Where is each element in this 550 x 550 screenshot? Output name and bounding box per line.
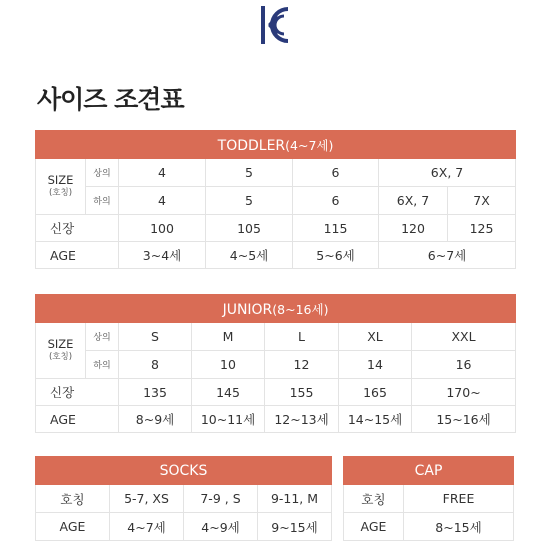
junior-bottom-cell: 14 (339, 351, 412, 379)
junior-age-cell: 8~9세 (119, 406, 192, 433)
junior-heading-range: (8~16세) (272, 301, 329, 317)
junior-bottom-cell: 16 (412, 351, 516, 379)
socks-size-cell: 7-9 , S (184, 485, 258, 513)
toddler-bottom-cell: 7X (448, 187, 516, 215)
socks-size-table (35, 456, 332, 541)
socks-age-cell: 4~9세 (184, 513, 258, 541)
junior-size-table (35, 294, 516, 433)
junior-age-cell: 10~11세 (192, 406, 265, 433)
toddler-bottom-cell: 5 (206, 187, 293, 215)
junior-top-cell: M (192, 323, 265, 351)
toddler-height-cell: 105 (206, 215, 293, 242)
toddler-bottom-cell: 4 (119, 187, 206, 215)
cap-age-cell: 8~15세 (404, 513, 514, 541)
toddler-heading-range: (4~7세) (285, 137, 334, 153)
toddler-heading (36, 131, 516, 159)
junior-height-cell: 165 (339, 379, 412, 406)
kc-certification-icon (258, 4, 294, 46)
junior-heading (36, 295, 516, 323)
junior-height-cell: 170~ (412, 379, 516, 406)
socks-heading: SOCKS (36, 457, 332, 485)
toddler-top-label: 상의 (86, 159, 119, 187)
toddler-size-label-cell (36, 159, 86, 215)
junior-size-label-cell (36, 323, 86, 379)
toddler-top-cell: 4 (119, 159, 206, 187)
toddler-size-table (35, 130, 516, 269)
socks-size-cell: 9-11, M (258, 485, 332, 513)
junior-bottom-label: 하의 (86, 351, 119, 379)
junior-bottom-cell: 12 (265, 351, 339, 379)
cap-age-label: AGE (344, 513, 404, 541)
toddler-top-cell: 6 (293, 159, 379, 187)
cap-size-table (343, 456, 514, 541)
toddler-size-sublabel: (호칭) (48, 187, 73, 198)
socks-age-cell: 9~15세 (258, 513, 332, 541)
junior-age-cell: 12~13세 (265, 406, 339, 433)
toddler-height-label: 신장 (36, 215, 119, 242)
junior-top-cell: XXL (412, 323, 516, 351)
junior-height-cell: 135 (119, 379, 192, 406)
junior-top-cell: S (119, 323, 192, 351)
junior-size-label: SIZE (47, 336, 74, 351)
toddler-age-label: AGE (36, 242, 119, 269)
toddler-age-cell: 6~7세 (379, 242, 516, 269)
junior-height-cell: 145 (192, 379, 265, 406)
socks-size-cell: 5-7, XS (110, 485, 184, 513)
toddler-bottom-cell: 6X, 7 (379, 187, 448, 215)
toddler-bottom-label: 하의 (86, 187, 119, 215)
cap-heading: CAP (344, 457, 514, 485)
junior-top-cell: L (265, 323, 339, 351)
cap-size-label: 호칭 (344, 485, 404, 513)
toddler-size-label: SIZE (47, 172, 74, 187)
junior-age-label: AGE (36, 406, 119, 433)
junior-age-cell: 14~15세 (339, 406, 412, 433)
junior-heading-text: JUNIOR (222, 301, 273, 318)
junior-top-cell: XL (339, 323, 412, 351)
toddler-bottom-cell: 6 (293, 187, 379, 215)
cap-size-cell: FREE (404, 485, 514, 513)
junior-top-label: 상의 (86, 323, 119, 351)
junior-bottom-cell: 8 (119, 351, 192, 379)
toddler-height-cell: 115 (293, 215, 379, 242)
toddler-age-cell: 3~4세 (119, 242, 206, 269)
page-title: 사이즈 조견표 (37, 85, 184, 114)
socks-age-cell: 4~7세 (110, 513, 184, 541)
junior-bottom-cell: 10 (192, 351, 265, 379)
socks-size-label: 호칭 (36, 485, 110, 513)
toddler-height-cell: 100 (119, 215, 206, 242)
toddler-age-cell: 4~5세 (206, 242, 293, 269)
socks-age-label: AGE (36, 513, 110, 541)
junior-height-cell: 155 (265, 379, 339, 406)
toddler-age-cell: 5~6세 (293, 242, 379, 269)
toddler-top-cell: 5 (206, 159, 293, 187)
toddler-heading-text: TODDLER (217, 137, 286, 154)
toddler-height-cell: 120 (379, 215, 448, 242)
toddler-height-cell: 125 (448, 215, 516, 242)
junior-height-label: 신장 (36, 379, 119, 406)
junior-age-cell: 15~16세 (412, 406, 516, 433)
junior-size-sublabel: (호칭) (48, 351, 73, 362)
toddler-top-cell: 6X, 7 (379, 159, 516, 187)
